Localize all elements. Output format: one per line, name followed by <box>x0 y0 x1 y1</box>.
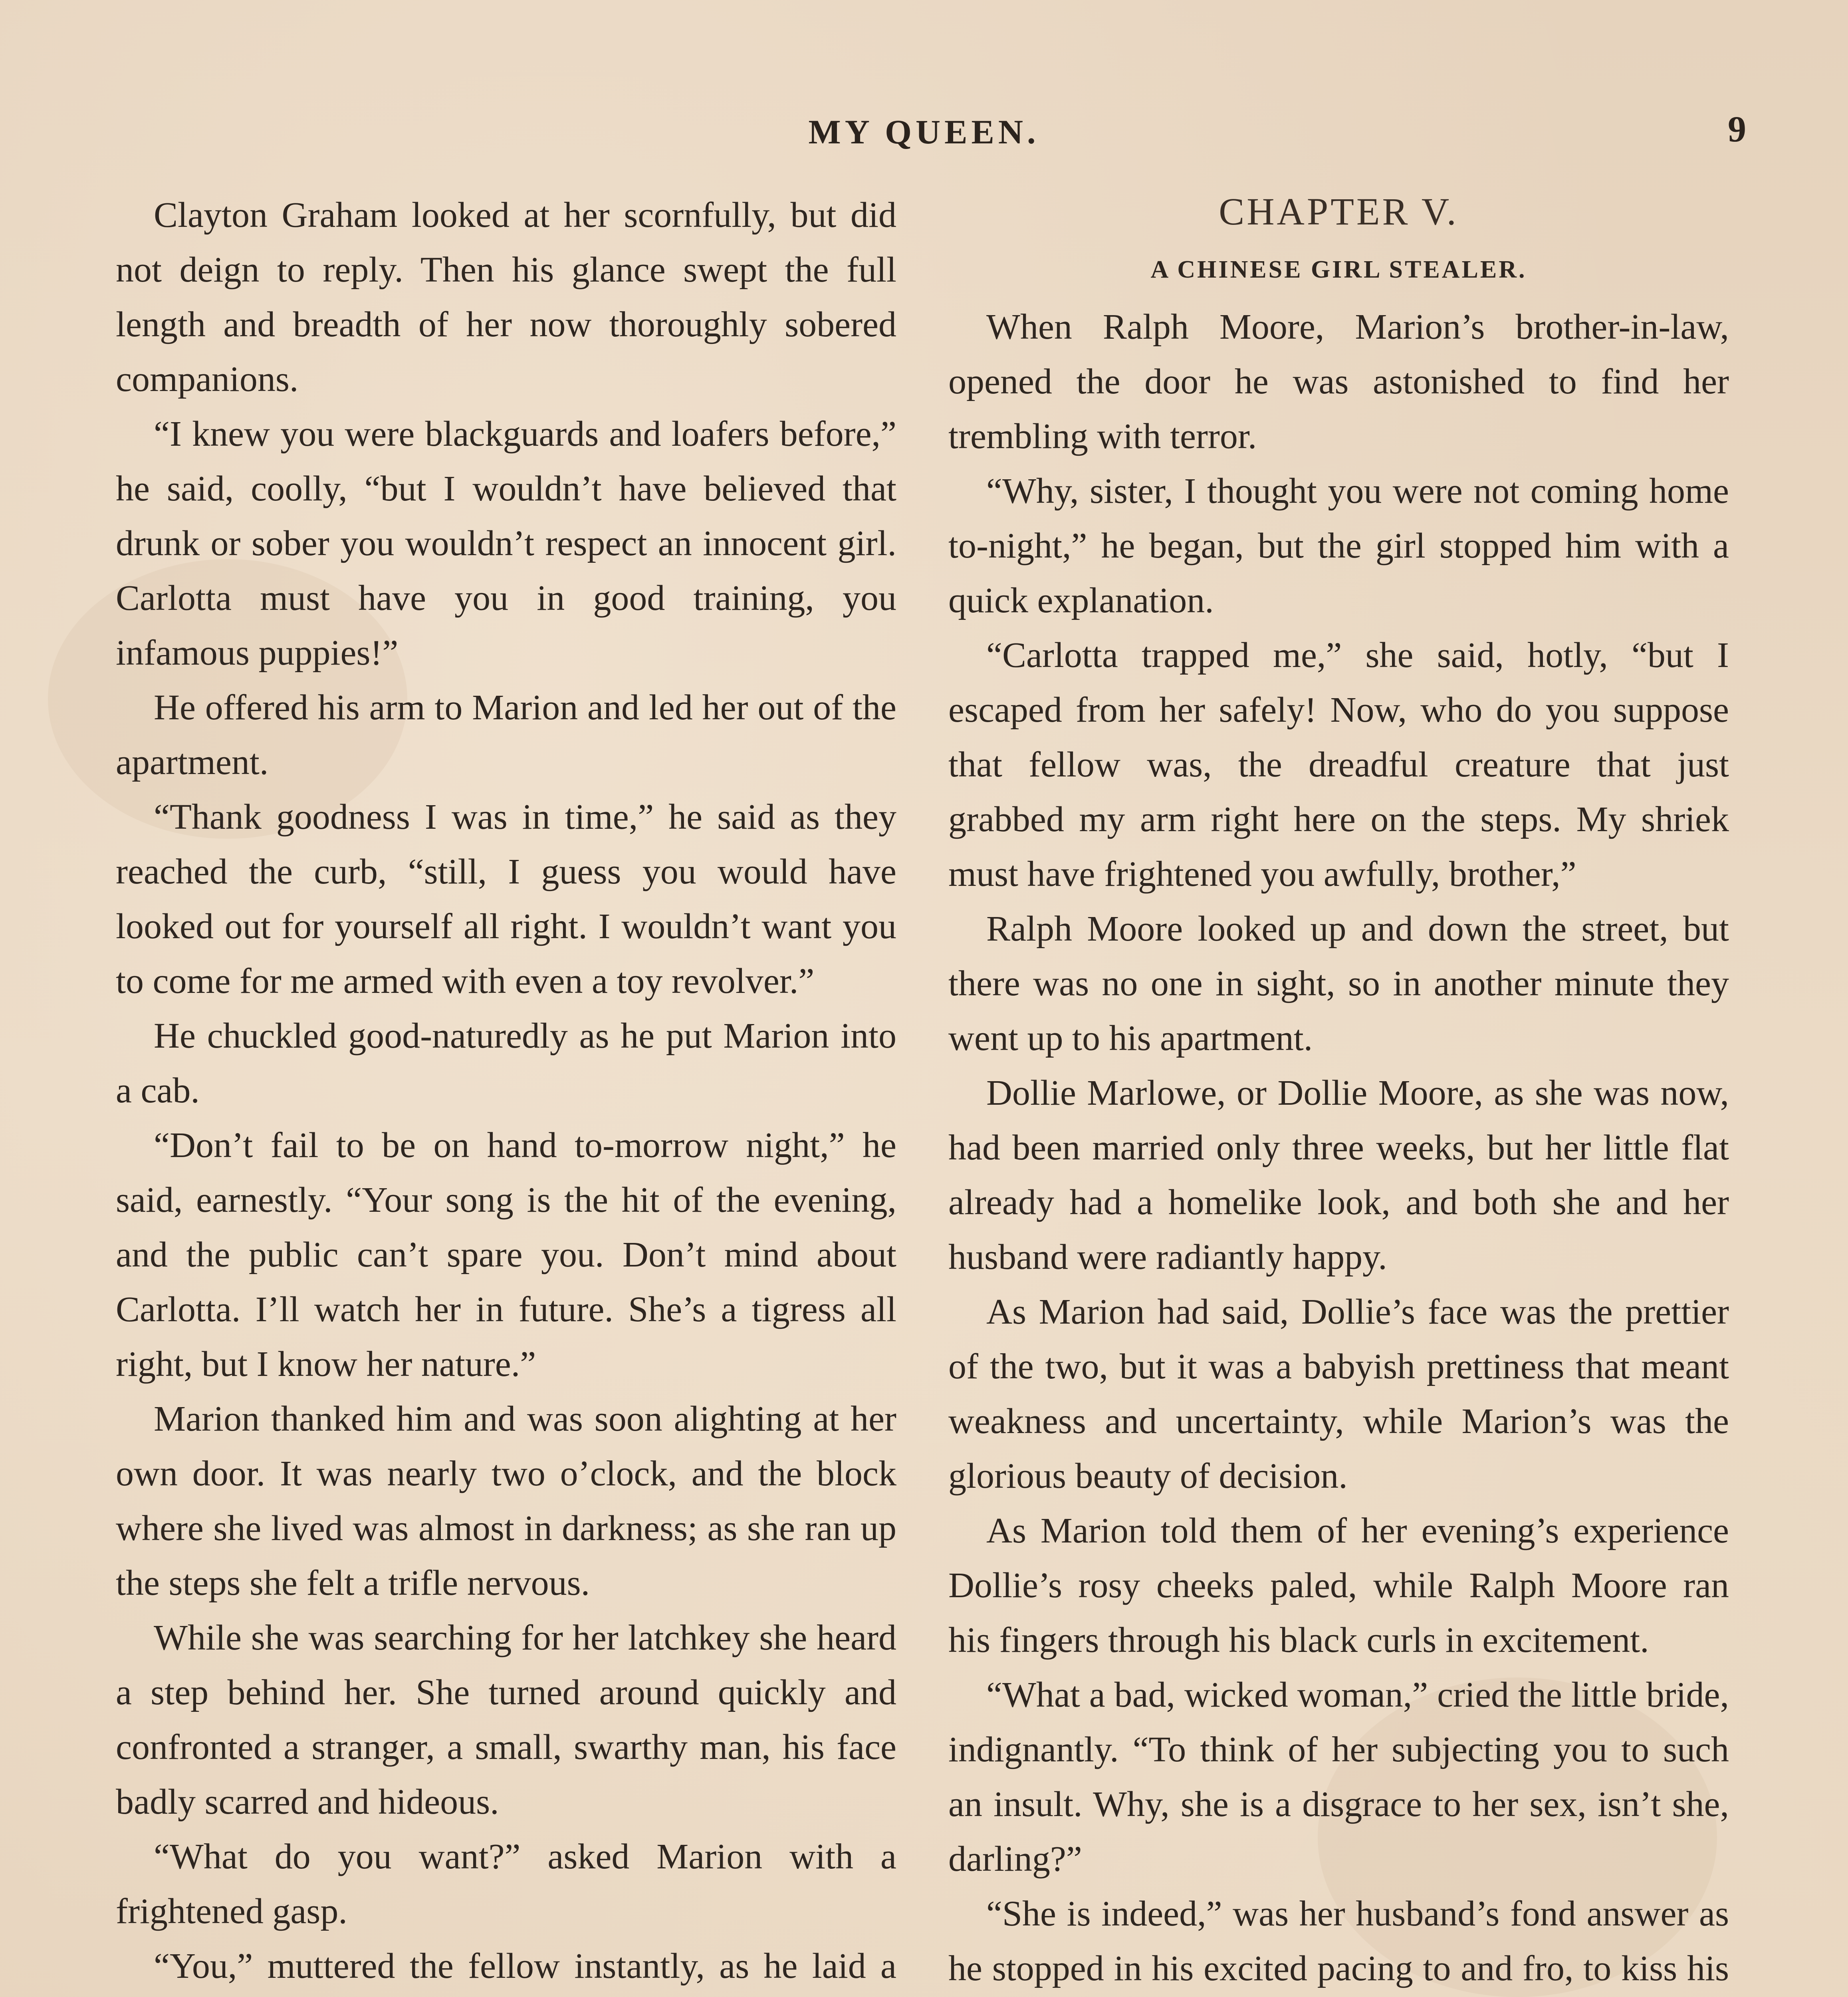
right-column <box>948 188 1729 1997</box>
running-title: MY QUEEN. <box>808 113 1040 151</box>
paragraph: “She is indeed,” was her husband’s fond answer as he stopped in his excited pacing to and fro, to kiss his <box>948 1894 1729 1988</box>
paragraph: “What a bad, wicked woman,” cried the little bride, indignantly. “To think of her subjecting you to such an insult. Why, she is a disgrace to her sex, isn’t she, darling?” <box>948 1675 1729 1879</box>
paragraph: When Ralph Moore, Marion’s brother-in-law, opened the door he was astonished to find her trembling with terror. <box>948 307 1729 456</box>
paragraph: “I knew you were blackguards and loafers before,” he said, coolly, “but I wouldn’t have believed that drunk or sober you wouldn’t respect an innocent girl. Carlotta must have you in good training, you infamous puppies!” <box>116 414 896 673</box>
paragraph: Ralph Moore looked up and down the street, but there was no one in sight, so in another minute they went up to his apartment. <box>948 909 1729 1058</box>
paragraph: “What do you want?” asked Marion with a frightened gasp. <box>116 1837 896 1931</box>
paragraph: As Marion had said, Dollie’s face was the prettier of the two, but it was a babyish prettiness that meant weakness and uncertainty, while Marion’s was the glorious beauty of decision. <box>948 1292 1729 1496</box>
paragraph: “You,” muttered the fellow instantly, as he laid a <box>154 1946 896 1986</box>
paragraph: He chuckled good-naturedly as he put Marion into a cab. <box>116 1016 896 1110</box>
paragraph: “Carlotta trapped me,” she said, hotly, “but I escaped from her safely! Now, who do you suppose that fellow was, the dreadful creature that just grabbed my arm right here on the steps. My shriek must have frightened you awfully, brother,” <box>948 635 1729 894</box>
chapter-subtitle: A CHINESE GIRL STEALER. <box>1150 256 1527 283</box>
paragraph: While she was searching for her latchkey she heard a step behind her. She turned around quickly and confronted a stranger, a small, swarthy man, his face badly scarred and hideous. <box>116 1618 896 1822</box>
paragraph: As Marion told them of her evening’s experience Dollie’s rosy cheeks paled, while Ralph Moore ran his fingers through his black curls in excitement. <box>948 1511 1729 1660</box>
paragraph: He offered his arm to Marion and led her out of the apartment. <box>116 688 896 782</box>
left-column <box>116 188 896 1997</box>
paragraph: “Why, sister, I thought you were not coming home to-night,” he began, but the girl stopped him with a quick explanation. <box>948 471 1729 620</box>
paragraph: “Thank goodness I was in time,” he said as they reached the curb, “still, I guess you would have looked out for yourself all right. I wouldn’t want you to come for me armed with even a toy revolver.” <box>116 797 896 1001</box>
paragraph: Marion thanked him and was soon alighting at her own door. It was nearly two o’clock, and the block where she lived was almost in darkness; as she ran up the steps she felt a trifle nervous. <box>116 1399 896 1603</box>
paragraph: “Don’t fail to be on hand to-morrow night,” he said, earnestly. “Your song is the hit of the evening, and the public can’t spare you. Don’t mind about Carlotta. I’ll watch her in future. She’s a tigress all right, but I know her nature.” <box>116 1126 896 1384</box>
page-number: 9 <box>1728 109 1746 149</box>
running-head <box>0 100 1848 151</box>
paragraph: Dollie Marlowe, or Dollie Moore, as she was now, had been married only three weeks, but her little flat already had a homelike look, and both she and her husband were radiantly happy. <box>948 1073 1729 1277</box>
paragraph: Clayton Graham looked at her scornfully, but did not deign to reply. Then his glance swept the full length and breadth of her now thoroughly sobered companions. <box>116 195 896 399</box>
chapter-title: CHAPTER V. <box>1219 190 1459 233</box>
